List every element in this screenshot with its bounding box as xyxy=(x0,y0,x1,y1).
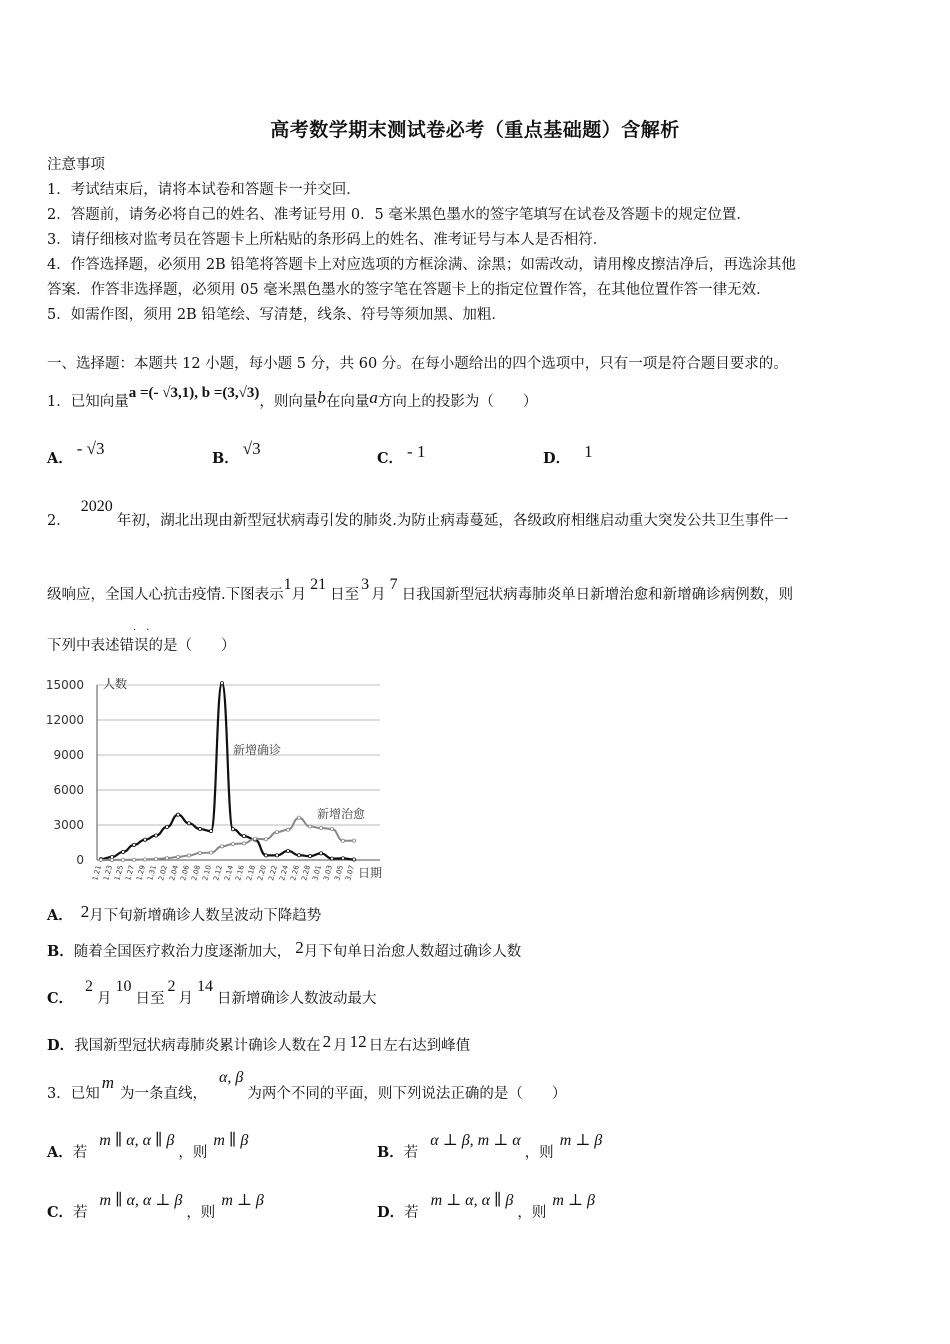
x-tick-label: 1.27 xyxy=(124,864,136,882)
q3-option-b[interactable]: B．若α ⊥ β, m ⊥ α，则m ⊥ β xyxy=(377,1132,603,1161)
point-confirmed xyxy=(176,813,179,816)
point-confirmed xyxy=(308,855,311,858)
q2-line3: 下列中表述错误的是（ ） xyxy=(47,638,236,654)
point-cured xyxy=(242,842,245,845)
x-tick-label: 2.04 xyxy=(168,864,180,882)
x-tick-label: 1.21 xyxy=(91,864,103,882)
q2-option-c[interactable]: C．2月10日至2月14日新增确诊人数波动最大 xyxy=(47,978,377,1007)
y-tick-label: 12000 xyxy=(45,713,84,727)
point-cured xyxy=(220,845,223,848)
point-cured xyxy=(99,858,102,861)
x-tick-label: 2.24 xyxy=(278,864,290,882)
point-confirmed xyxy=(352,858,355,861)
notice-item: 答案．作答非选择题，必须用 05 毫米黑色墨水的签字笔在答题卡上的指定位置作答，在其他位置作答一律无效． xyxy=(47,282,771,298)
series-label-cured: 新增治愈 xyxy=(317,807,366,821)
section-heading: 一、选择题：本题共 12 小题，每小题 5 分，共 60 分。在每小题给出的四个选项中，只有一项是符合题目要求的。 xyxy=(47,356,788,372)
point-confirmed xyxy=(330,857,333,860)
point-cured xyxy=(286,828,289,831)
q1-option-c[interactable]: C． - 1 xyxy=(377,442,426,467)
x-tick-label: 2.20 xyxy=(256,864,268,882)
point-cured xyxy=(308,825,311,828)
q3-option-d[interactable]: D．若m ⊥ α, α ∥ β，则m ⊥ β xyxy=(377,1192,595,1221)
y-tick-label: 6000 xyxy=(53,783,84,797)
point-cured xyxy=(264,838,267,841)
q1-vector-formula: a =(- √3,1), b =(3,√3) xyxy=(128,385,260,401)
point-confirmed xyxy=(132,843,135,846)
page-title: 高考数学期末测试卷必考（重点基础题）含解析 xyxy=(270,119,680,141)
x-tick-label: 3.01 xyxy=(311,864,323,882)
point-confirmed xyxy=(165,825,168,828)
x-tick-label: 1.29 xyxy=(135,864,147,882)
point-confirmed xyxy=(286,849,289,852)
point-confirmed xyxy=(319,852,322,855)
point-cured xyxy=(110,858,113,861)
x-tick-label: 3.07 xyxy=(344,864,356,882)
notice-item: 4．作答选择题，必须用 2B 铅笔将答题卡上对应选项的方框涂满、涂黑；如需改动，请用橡皮擦洁净后，再选涂其他 xyxy=(47,257,796,273)
point-cured xyxy=(121,858,124,861)
point-cured xyxy=(330,827,333,830)
q2-option-a[interactable]: A． 2月下旬新增确诊人数呈波动下降趋势 xyxy=(47,902,322,924)
y-tick-label: 3000 xyxy=(53,818,84,832)
y-tick-labels xyxy=(46,678,84,867)
covid-chart xyxy=(40,672,390,887)
x-tick-label: 1.23 xyxy=(102,864,114,882)
point-confirmed xyxy=(297,854,300,857)
point-confirmed xyxy=(231,828,234,831)
q3-stem: 3．已知m为一条直线，α, β为两个不同的平面，则下列说法正确的是（ ） xyxy=(47,1069,567,1102)
y-axis-label: 人数 xyxy=(103,677,128,691)
x-tick-label: 1.31 xyxy=(146,864,158,882)
x-tick-label: 3.03 xyxy=(322,864,334,882)
q2-option-b[interactable]: B．随着全国医疗救治力度逐渐加大， 2月下旬单日治愈人数超过确诊人数 xyxy=(47,938,522,960)
q1-stem: 1．已知向量a =(- √3,1), b =(3,√3)，则向量b在向量a方向上的投影为（ ） xyxy=(47,385,538,410)
point-confirmed xyxy=(209,829,212,832)
y-tick-label: 9000 xyxy=(53,748,84,762)
x-tick-label: 3.05 xyxy=(333,864,345,882)
x-tick-label: 2.02 xyxy=(157,864,169,882)
point-confirmed xyxy=(143,838,146,841)
point-confirmed xyxy=(264,854,267,857)
point-confirmed xyxy=(198,827,201,830)
point-cured xyxy=(209,851,212,854)
q3-option-c[interactable]: C．若m ∥ α, α ⊥ β，则m ⊥ β xyxy=(47,1192,264,1221)
q1-option-d[interactable]: D． 1 xyxy=(543,442,593,467)
point-confirmed xyxy=(341,857,344,860)
x-tick-label: 2.28 xyxy=(300,864,312,882)
y-tick-label: 15000 xyxy=(45,678,84,692)
x-tick-label: 2.08 xyxy=(190,864,202,882)
point-confirmed xyxy=(154,834,157,837)
x-tick-label: 2.18 xyxy=(245,864,257,882)
series-line-confirmed xyxy=(101,683,354,859)
x-tick-labels xyxy=(91,864,356,882)
notice-item: 2．答题前，请务必将自己的姓名、准考证号用 0．5 毫米黑色墨水的签字笔填写在试卷及答题卡的规定位置． xyxy=(47,207,751,223)
point-cured xyxy=(231,842,234,845)
notice-heading: 注意事项 xyxy=(47,157,105,173)
notice-item: 3．请仔细核对监考员在答题卡上所粘贴的条形码上的姓名、准考证号与本人是否相符． xyxy=(47,232,608,248)
point-cured xyxy=(176,855,179,858)
x-tick-label: 2.26 xyxy=(289,864,301,882)
x-tick-label: 2.14 xyxy=(223,864,235,882)
x-tick-label: 2.06 xyxy=(179,864,191,882)
point-cured xyxy=(297,816,300,819)
x-tick-label: 2.16 xyxy=(234,864,246,882)
q2-line2: 级响应，全国人心抗击疫情.下图表示1月21日至3月7日我国新型冠状病毒肺炎单日新增治愈和新增确诊病例数，则 xyxy=(47,576,794,603)
q2-line1: 2．2020年初，湖北出现由新型冠状病毒引发的肺炎.为防止病毒蔓延，各级政府相继启动重大突发公共卫生事件一 xyxy=(47,498,789,529)
point-cured xyxy=(165,857,168,860)
point-cured xyxy=(352,839,355,842)
chart-series xyxy=(99,682,355,862)
point-cured xyxy=(143,858,146,861)
q1-option-a[interactable]: A．- √3 xyxy=(47,439,105,467)
point-cured xyxy=(253,837,256,840)
x-axis-label: 日期 xyxy=(358,866,383,880)
x-tick-label: 2.10 xyxy=(201,864,213,882)
q1-option-b[interactable]: B．√3 xyxy=(212,439,261,467)
point-cured xyxy=(132,858,135,861)
point-cured xyxy=(319,826,322,829)
point-confirmed xyxy=(242,835,245,838)
point-cured xyxy=(341,839,344,842)
point-confirmed xyxy=(187,822,190,825)
x-tick-label: 1.25 xyxy=(113,864,125,882)
x-tick-label: 2.22 xyxy=(267,864,279,882)
y-tick-label: 0 xyxy=(76,853,84,867)
q3-option-a[interactable]: A．若m ∥ α, α ∥ β，则m ∥ β xyxy=(47,1132,249,1161)
point-cured xyxy=(275,830,278,833)
emphasis-dots: ·· xyxy=(133,625,160,636)
point-confirmed xyxy=(121,850,124,853)
point-confirmed xyxy=(275,854,278,857)
point-cured xyxy=(154,857,157,860)
x-tick-label: 2.12 xyxy=(212,864,224,882)
point-cured xyxy=(187,854,190,857)
q2-option-d[interactable]: D．我国新型冠状病毒肺炎累计确诊人数在 2 月 12 日左右达到峰值 xyxy=(47,1032,471,1054)
point-confirmed xyxy=(220,682,223,685)
series-label-confirmed: 新增确诊 xyxy=(233,743,282,757)
notice-item: 5．如需作图，须用 2B 铅笔绘、写清楚，线条、符号等须加黑、加粗． xyxy=(47,307,506,323)
notice-item: 1．考试结束后，请将本试卷和答题卡一并交回． xyxy=(47,182,361,198)
point-cured xyxy=(198,851,201,854)
